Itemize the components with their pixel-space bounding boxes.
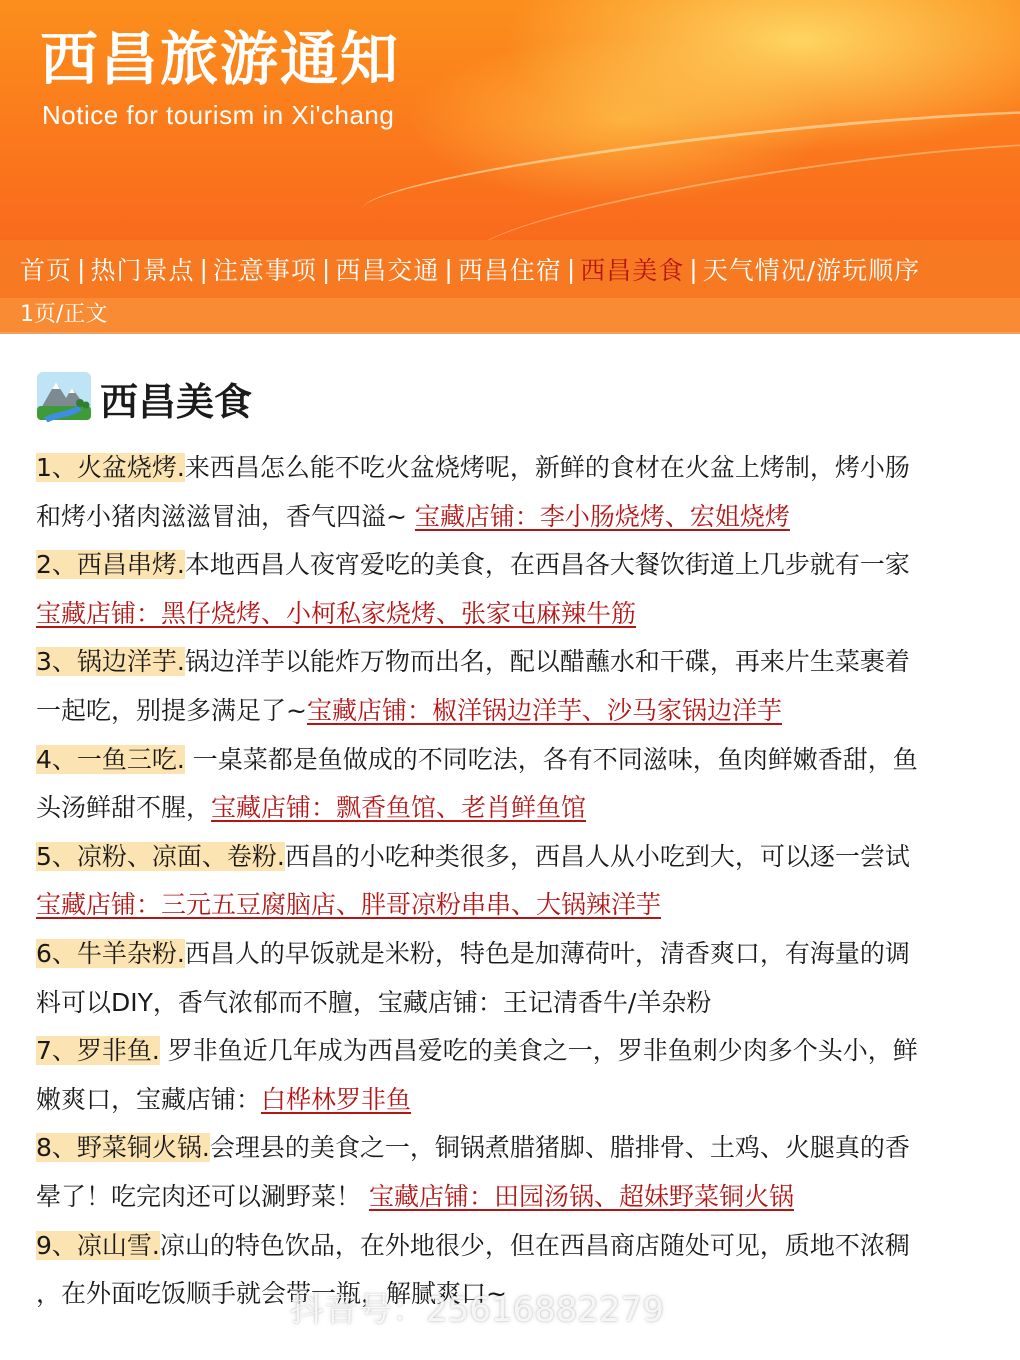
list-item	[36, 541, 996, 638]
nav-separator: |	[77, 254, 86, 284]
item-text: 头汤鲜甜不腥，	[36, 793, 212, 823]
item-text: 西昌的小吃种类很多，西昌人从小吃到大，可以逐一尝试	[284, 841, 910, 871]
shop-link[interactable]: 宝藏店铺：飘香鱼馆、老肖鲜鱼馆	[211, 793, 587, 823]
item-title: 5、凉粉、凉面、卷粉.	[36, 841, 285, 871]
shop-link[interactable]: 宝藏店铺：三元五豆腐脑店、胖哥凉粉串串、大锅辣洋芋	[36, 890, 662, 920]
item-title: 6、牛羊杂粉.	[36, 938, 185, 968]
nav-item-lodging[interactable]: 西昌住宿	[457, 256, 562, 285]
list-item	[36, 833, 996, 930]
item-text: 锅边洋芋以能炸万物而出名，配以醋蘸水和干碟，再来片生菜裹着	[184, 647, 910, 677]
item-text: 料可以DIY，香气浓郁而不膻，宝藏店铺：王记清香牛/羊杂粉	[36, 987, 712, 1017]
item-text: 一桌菜都是鱼做成的不同吃法，各有不同滋味，鱼肉鲜嫩香甜，鱼	[184, 744, 918, 774]
nav-separator: |	[444, 254, 453, 284]
mountain-river-icon	[36, 370, 92, 426]
item-title: 2、西昌串烤.	[36, 550, 185, 580]
page-title: 西昌旅游通知	[40, 25, 401, 93]
item-text: 西昌人的早饭就是米粉，特色是加薄荷叶，清香爽口，有海量的调	[184, 938, 910, 968]
page-subtitle: Notice for tourism in Xi'chang	[42, 100, 395, 130]
nav-separator: |	[199, 254, 208, 284]
list-item	[36, 1124, 996, 1221]
breadcrumb: 1页/正文	[0, 298, 1020, 334]
header-banner	[0, 0, 1020, 240]
list-item	[36, 444, 996, 541]
item-text: 一起吃，别提多满足了~	[36, 695, 307, 725]
food-list	[36, 444, 996, 1319]
nav-item-food[interactable]: 西昌美食	[580, 256, 685, 285]
nav-item-notes[interactable]: 注意事项	[212, 256, 317, 285]
shop-link[interactable]: 宝藏店铺：椒洋锅边洋芋、沙马家锅边洋芋	[306, 695, 782, 725]
item-title: 4、一鱼三吃.	[36, 744, 185, 774]
section-header	[36, 368, 252, 428]
shop-link[interactable]: 宝藏店铺：黑仔烧烤、小柯私家烧烤、张家屯麻辣牛筋	[36, 598, 637, 628]
item-text: 来西昌怎么能不吃火盆烧烤呢，新鲜的食材在火盆上烤制，烤小肠	[184, 453, 910, 482]
item-text: 罗非鱼近几年成为西昌爱吃的美食之一，罗非鱼刺少肉多个头小，鲜	[159, 1036, 918, 1066]
list-item	[36, 1027, 996, 1124]
item-text: 会理县的美食之一，铜锅煮腊猪脚、腊排骨、土鸡、火腿真的香	[209, 1133, 910, 1163]
item-text: 嫩爽口，宝藏店铺：	[36, 1084, 262, 1114]
nav-item-home[interactable]: 首页	[20, 256, 73, 285]
shop-link[interactable]: 宝藏店铺：李小肠烧烤、宏姐烧烤	[414, 501, 790, 531]
item-title: 3、锅边洋芋.	[36, 647, 185, 677]
list-item	[36, 930, 996, 1027]
nav-separator: |	[566, 254, 576, 284]
nav-separator: |	[689, 254, 698, 284]
list-item	[36, 638, 996, 735]
nav-separator: |	[321, 254, 331, 284]
shop-link[interactable]: 白桦林罗非鱼	[261, 1084, 412, 1114]
item-text: 本地西昌人夜宵爱吃的美食，在西昌各大餐饮街道上几步就有一家	[184, 550, 910, 580]
item-text: 凉山的特色饮品，在外地很少，但在西昌商店随处可见，质地不浓稠	[159, 1230, 910, 1260]
nav-item-attractions[interactable]: 热门景点	[90, 256, 195, 285]
item-title: 9、凉山雪.	[36, 1230, 160, 1260]
nav-item-transport[interactable]: 西昌交通	[335, 256, 440, 285]
top-nav	[0, 240, 1020, 298]
item-title: 8、野菜铜火锅.	[36, 1133, 210, 1163]
nav-item-weather[interactable]: 天气情况/游玩顺序	[702, 256, 921, 285]
watermark: 抖音号：25616882279	[290, 1290, 664, 1330]
item-text: ，在外面吃饭顺手就会带一瓶，解腻爽口~	[36, 1279, 507, 1309]
item-text: 晕了！吃完肉还可以涮野菜！	[36, 1181, 369, 1211]
list-item	[36, 736, 996, 833]
section-title: 西昌美食	[100, 379, 253, 424]
item-title: 1、火盆烧烤.	[36, 453, 185, 482]
shop-link[interactable]: 宝藏店铺：田园汤锅、超妹野菜铜火锅	[368, 1181, 794, 1211]
item-text: 和烤小猪肉滋滋冒油，香气四溢~	[36, 501, 415, 531]
item-title: 7、罗非鱼.	[36, 1036, 160, 1066]
